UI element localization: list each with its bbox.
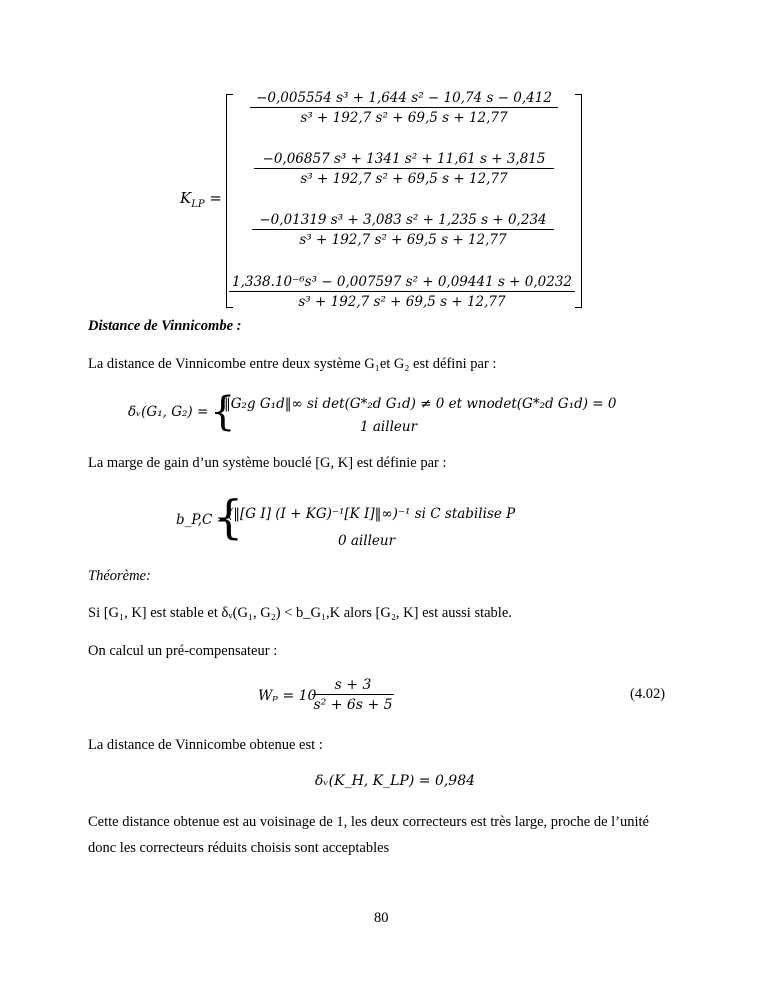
eq-delta-brace: { xyxy=(210,389,236,435)
paragraph-precompensator: On calcul un pré-compensateur : xyxy=(88,643,278,659)
eq-wp-num: s + 3 xyxy=(312,677,394,695)
matrix-entry-3-num: −0,01319 s³ + 3,083 s² + 1,235 s + 0,234 xyxy=(252,212,554,230)
equation-number: (4.02) xyxy=(630,686,666,702)
eq-result: δᵥ(K_H, K_LP) = 0,984 xyxy=(315,773,476,789)
matrix-entry-1 xyxy=(250,90,558,126)
eq-delta-case2: 1 ailleur xyxy=(360,419,418,435)
eq-delta-lhs: δᵥ(G₁, G₂) = xyxy=(128,404,209,420)
page-number: 80 xyxy=(374,910,389,926)
paragraph-definition: La distance de Vinnicombe entre deux système G₁et G₂ est défini par : xyxy=(88,356,497,372)
matrix-entry-2 xyxy=(254,151,554,187)
eq-b-case2: 0 ailleur xyxy=(338,533,396,549)
eq-delta-case1: ‖G₂g G₁d‖∞ si det(G*₂d G₁d) ≠ 0 et wnodet(G*₂d G₁d) = 0 xyxy=(224,396,617,412)
matrix-entry-2-den: s³ + 192,7 s² + 69,5 s + 12,77 xyxy=(300,171,508,187)
matrix-entry-4-den: s³ + 192,7 s² + 69,5 s + 12,77 xyxy=(298,294,506,310)
matrix-label: $K_{LP}$ = xyxy=(180,189,222,210)
matrix-entry-1-den: s³ + 192,7 s² + 69,5 s + 12,77 xyxy=(300,110,508,126)
paragraph-distance-result: La distance de Vinnicombe obtenue est : xyxy=(88,737,323,753)
eq-wp-fraction xyxy=(312,677,394,713)
eq-b-case1: (‖[G I] (I + KG)⁻¹[K I]‖∞)⁻¹ si C stabilise P xyxy=(228,506,516,522)
matrix-entry-2-num: −0,06857 s³ + 1341 s² + 11,61 s + 3,815 xyxy=(254,151,554,169)
theorem-statement: Si [G₁, K] est stable et δᵥ(G₁, G₂) < b_G₁,K alors [G₂, K] est aussi stable. xyxy=(88,605,512,621)
eq-b-lhs: b_P,C = xyxy=(176,512,228,528)
eq-wp-lhs: Wₚ = 10 xyxy=(258,688,317,704)
matrix-entry-1-num: −0,005554 s³ + 1,644 s² − 10,74 s − 0,412 xyxy=(250,90,558,108)
paragraph-conclusion-line2: donc les correcteurs réduits choisis sont acceptables xyxy=(88,840,390,856)
matrix-entry-4 xyxy=(229,274,575,310)
eq-wp-den: s² + 6s + 5 xyxy=(313,697,393,713)
section-heading: Distance de Vinnicombe : xyxy=(88,318,242,334)
matrix-entry-4-num: 1,338.10⁻⁶s³ − 0,007597 s² + 0,09441 s + 0,0232 xyxy=(229,274,575,292)
eq-b-brace: { xyxy=(214,490,244,544)
paragraph-conclusion-line1: Cette distance obtenue est au voisinage de 1, les deux correcteurs est très large, proche de l’unité xyxy=(88,814,649,830)
paragraph-gain-margin: La marge de gain d’un système bouclé [G, K] est définie par : xyxy=(88,455,447,471)
theorem-label: Théorème: xyxy=(88,568,151,584)
matrix-entry-3 xyxy=(252,212,554,248)
matrix-entry-3-den: s³ + 192,7 s² + 69,5 s + 12,77 xyxy=(299,232,507,248)
matrix-right-bracket xyxy=(575,94,582,308)
